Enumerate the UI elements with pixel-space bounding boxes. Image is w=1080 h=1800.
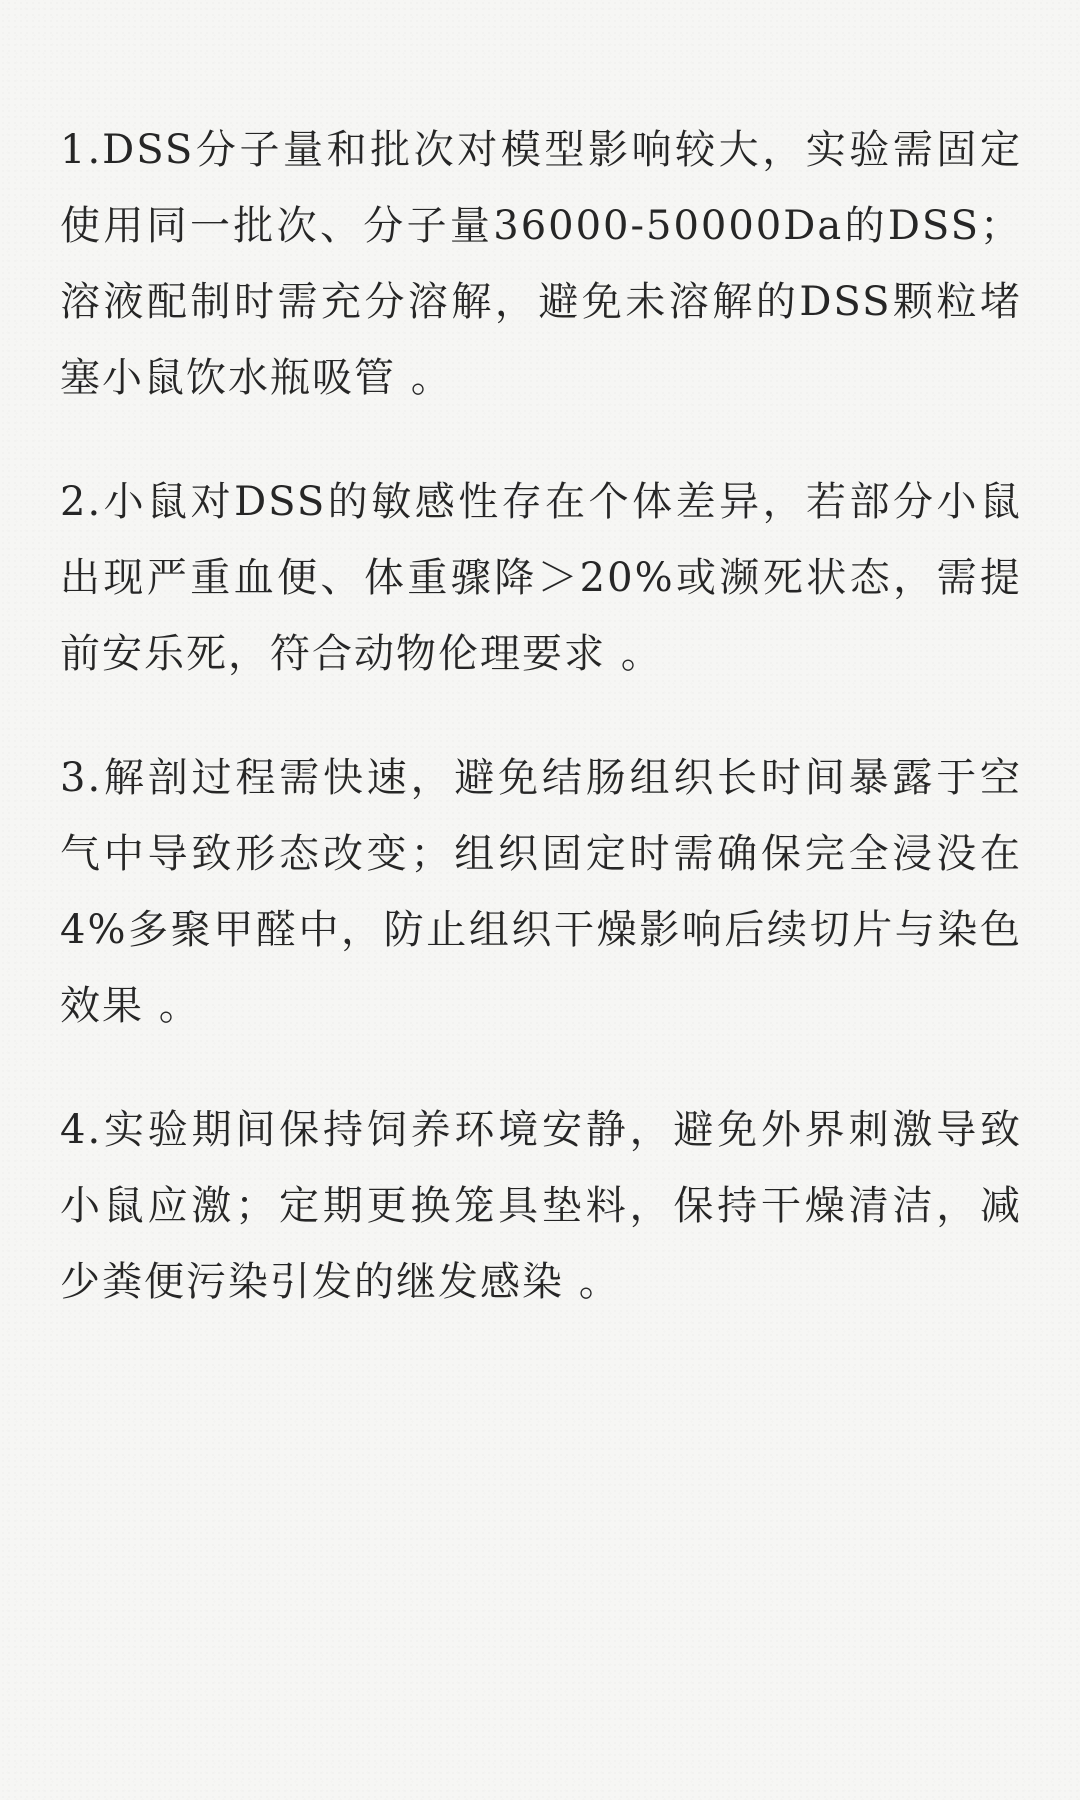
note-3: 3.解剖过程需快速，避免结肠组织长时间暴露于空气中导致形态改变；组织固定时需确保完全浸没在4%多聚甲醛中，防止组织干燥影响后续切片与染色效果 。 (60, 755, 1022, 1029)
note-2: 2.小鼠对DSS的敏感性存在个体差异，若部分小鼠出现严重血便、体重骤降＞20%或濒死状态，需提前安乐死，符合动物伦理要求 。 (60, 479, 1022, 677)
note-4: 4.实验期间保持饲养环境安静，避免外界刺激导致小鼠应激；定期更换笼具垫料，保持干燥清洁，减少粪便污染引发的继发感染 。 (60, 1107, 1022, 1305)
note-1: 1.DSS分子量和批次对模型影响较大，实验需固定使用同一批次、分子量36000-50000Da的DSS；溶液配制时需充分溶解，避免未溶解的DSS颗粒堵塞小鼠饮水瓶吸管 。 (60, 127, 1022, 401)
